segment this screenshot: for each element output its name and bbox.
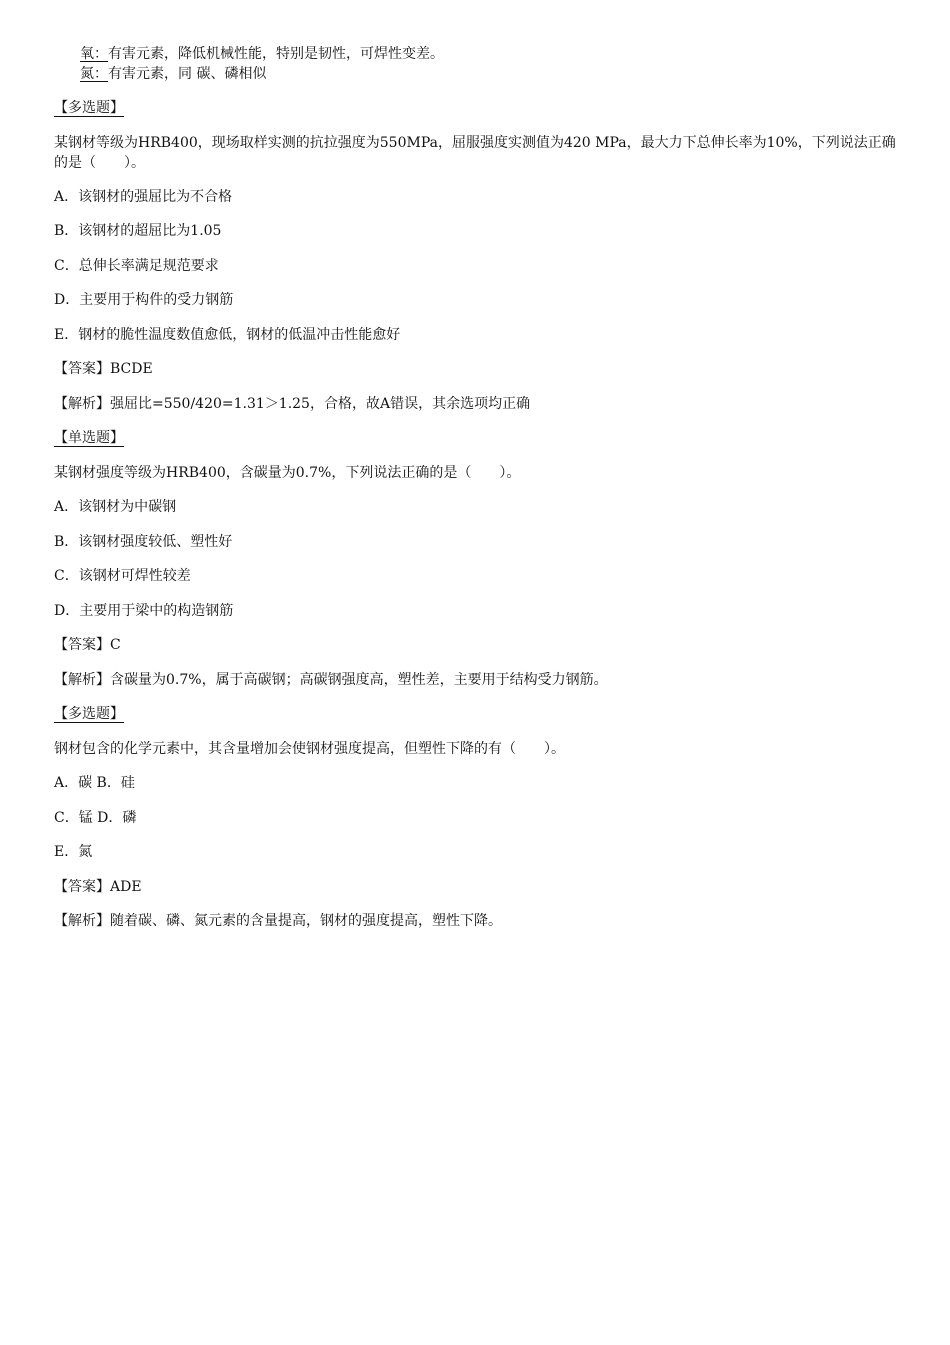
q2-option-d: D．主要用于梁中的构造钢筋 bbox=[54, 603, 234, 619]
q3-option-cd: C．锰 D．磷 bbox=[54, 810, 137, 826]
q3-stem: 钢材包含的化学元素中，其含量增加会使钢材强度提高，但塑性下降的有（ ）。 bbox=[54, 741, 565, 757]
q3-analysis-label: 【解析】 bbox=[54, 913, 110, 929]
q3-analysis bbox=[54, 911, 896, 931]
q2-option-c: C．该钢材可焊性较差 bbox=[54, 568, 191, 584]
q3-analysis-text: 随着碳、磷、氮元素的含量提高，钢材的强度提高，塑性下降。 bbox=[110, 913, 502, 929]
q2-option-a: A．该钢材为中碳钢 bbox=[54, 499, 177, 515]
q2-answer-value: C bbox=[110, 637, 121, 653]
nitrogen-line bbox=[80, 64, 896, 84]
q2-stem: 某钢材强度等级为HRB400，含碳量为0.7%，下列说法正确的是（ ）。 bbox=[54, 465, 521, 481]
oxygen-text: 有害元素，降低机械性能，特别是韧性，可焊性变差。 bbox=[108, 46, 444, 62]
q3-type-tag bbox=[54, 704, 896, 724]
oxygen-term: 氧： bbox=[80, 46, 108, 62]
q2-analysis bbox=[54, 670, 896, 690]
q1-stem: 某钢材等级为HRB400，现场取样实测的抗拉强度为550MPa，屈服强度实测值为420 MPa，最大力下总伸长率为10%，下列说法正确的是（ ）。 bbox=[54, 135, 896, 171]
q1-option-a: A．该钢材的强屈比为不合格 bbox=[54, 189, 233, 205]
q3-answer bbox=[54, 877, 896, 897]
q2-answer-label: 【答案】 bbox=[54, 637, 110, 653]
q1-option-c: C．总伸长率满足规范要求 bbox=[54, 258, 219, 274]
q2-answer bbox=[54, 635, 896, 655]
q2-analysis-label: 【解析】 bbox=[54, 672, 110, 688]
q3-type: 【多选题】 bbox=[54, 706, 124, 722]
q1-answer-label: 【答案】 bbox=[54, 361, 110, 377]
q1-option-b: B．该钢材的超屈比为1.05 bbox=[54, 223, 222, 239]
q1-type-tag bbox=[54, 98, 896, 118]
q1-type: 【多选题】 bbox=[54, 100, 124, 116]
q3-answer-label: 【答案】 bbox=[54, 879, 110, 895]
q3-option-ab: A．碳 B．硅 bbox=[54, 775, 135, 791]
oxygen-line bbox=[80, 44, 896, 64]
q1-analysis bbox=[54, 394, 896, 414]
q1-analysis-text: 强屈比=550/420=1.31＞1.25，合格，故A错误，其余选项均正确 bbox=[110, 396, 531, 412]
q1-answer bbox=[54, 359, 896, 379]
q2-analysis-text: 含碳量为0.7%，属于高碳钢；高碳钢强度高，塑性差，主要用于结构受力钢筋。 bbox=[110, 672, 608, 688]
q2-option-b: B．该钢材强度较低、塑性好 bbox=[54, 534, 233, 550]
q1-option-d: D．主要用于构件的受力钢筋 bbox=[54, 292, 234, 308]
q1-option-e: E．钢材的脆性温度数值愈低，钢材的低温冲击性能愈好 bbox=[54, 327, 401, 343]
q1-answer-value: BCDE bbox=[110, 361, 153, 377]
nitrogen-term: 氮： bbox=[80, 66, 108, 82]
q2-type-tag bbox=[54, 428, 896, 448]
q1-analysis-label: 【解析】 bbox=[54, 396, 110, 412]
q2-type: 【单选题】 bbox=[54, 430, 124, 446]
q3-answer-value: ADE bbox=[110, 879, 142, 895]
nitrogen-text: 有害元素，同 碳、磷相似 bbox=[108, 66, 267, 82]
q3-option-e: E．氮 bbox=[54, 844, 93, 860]
